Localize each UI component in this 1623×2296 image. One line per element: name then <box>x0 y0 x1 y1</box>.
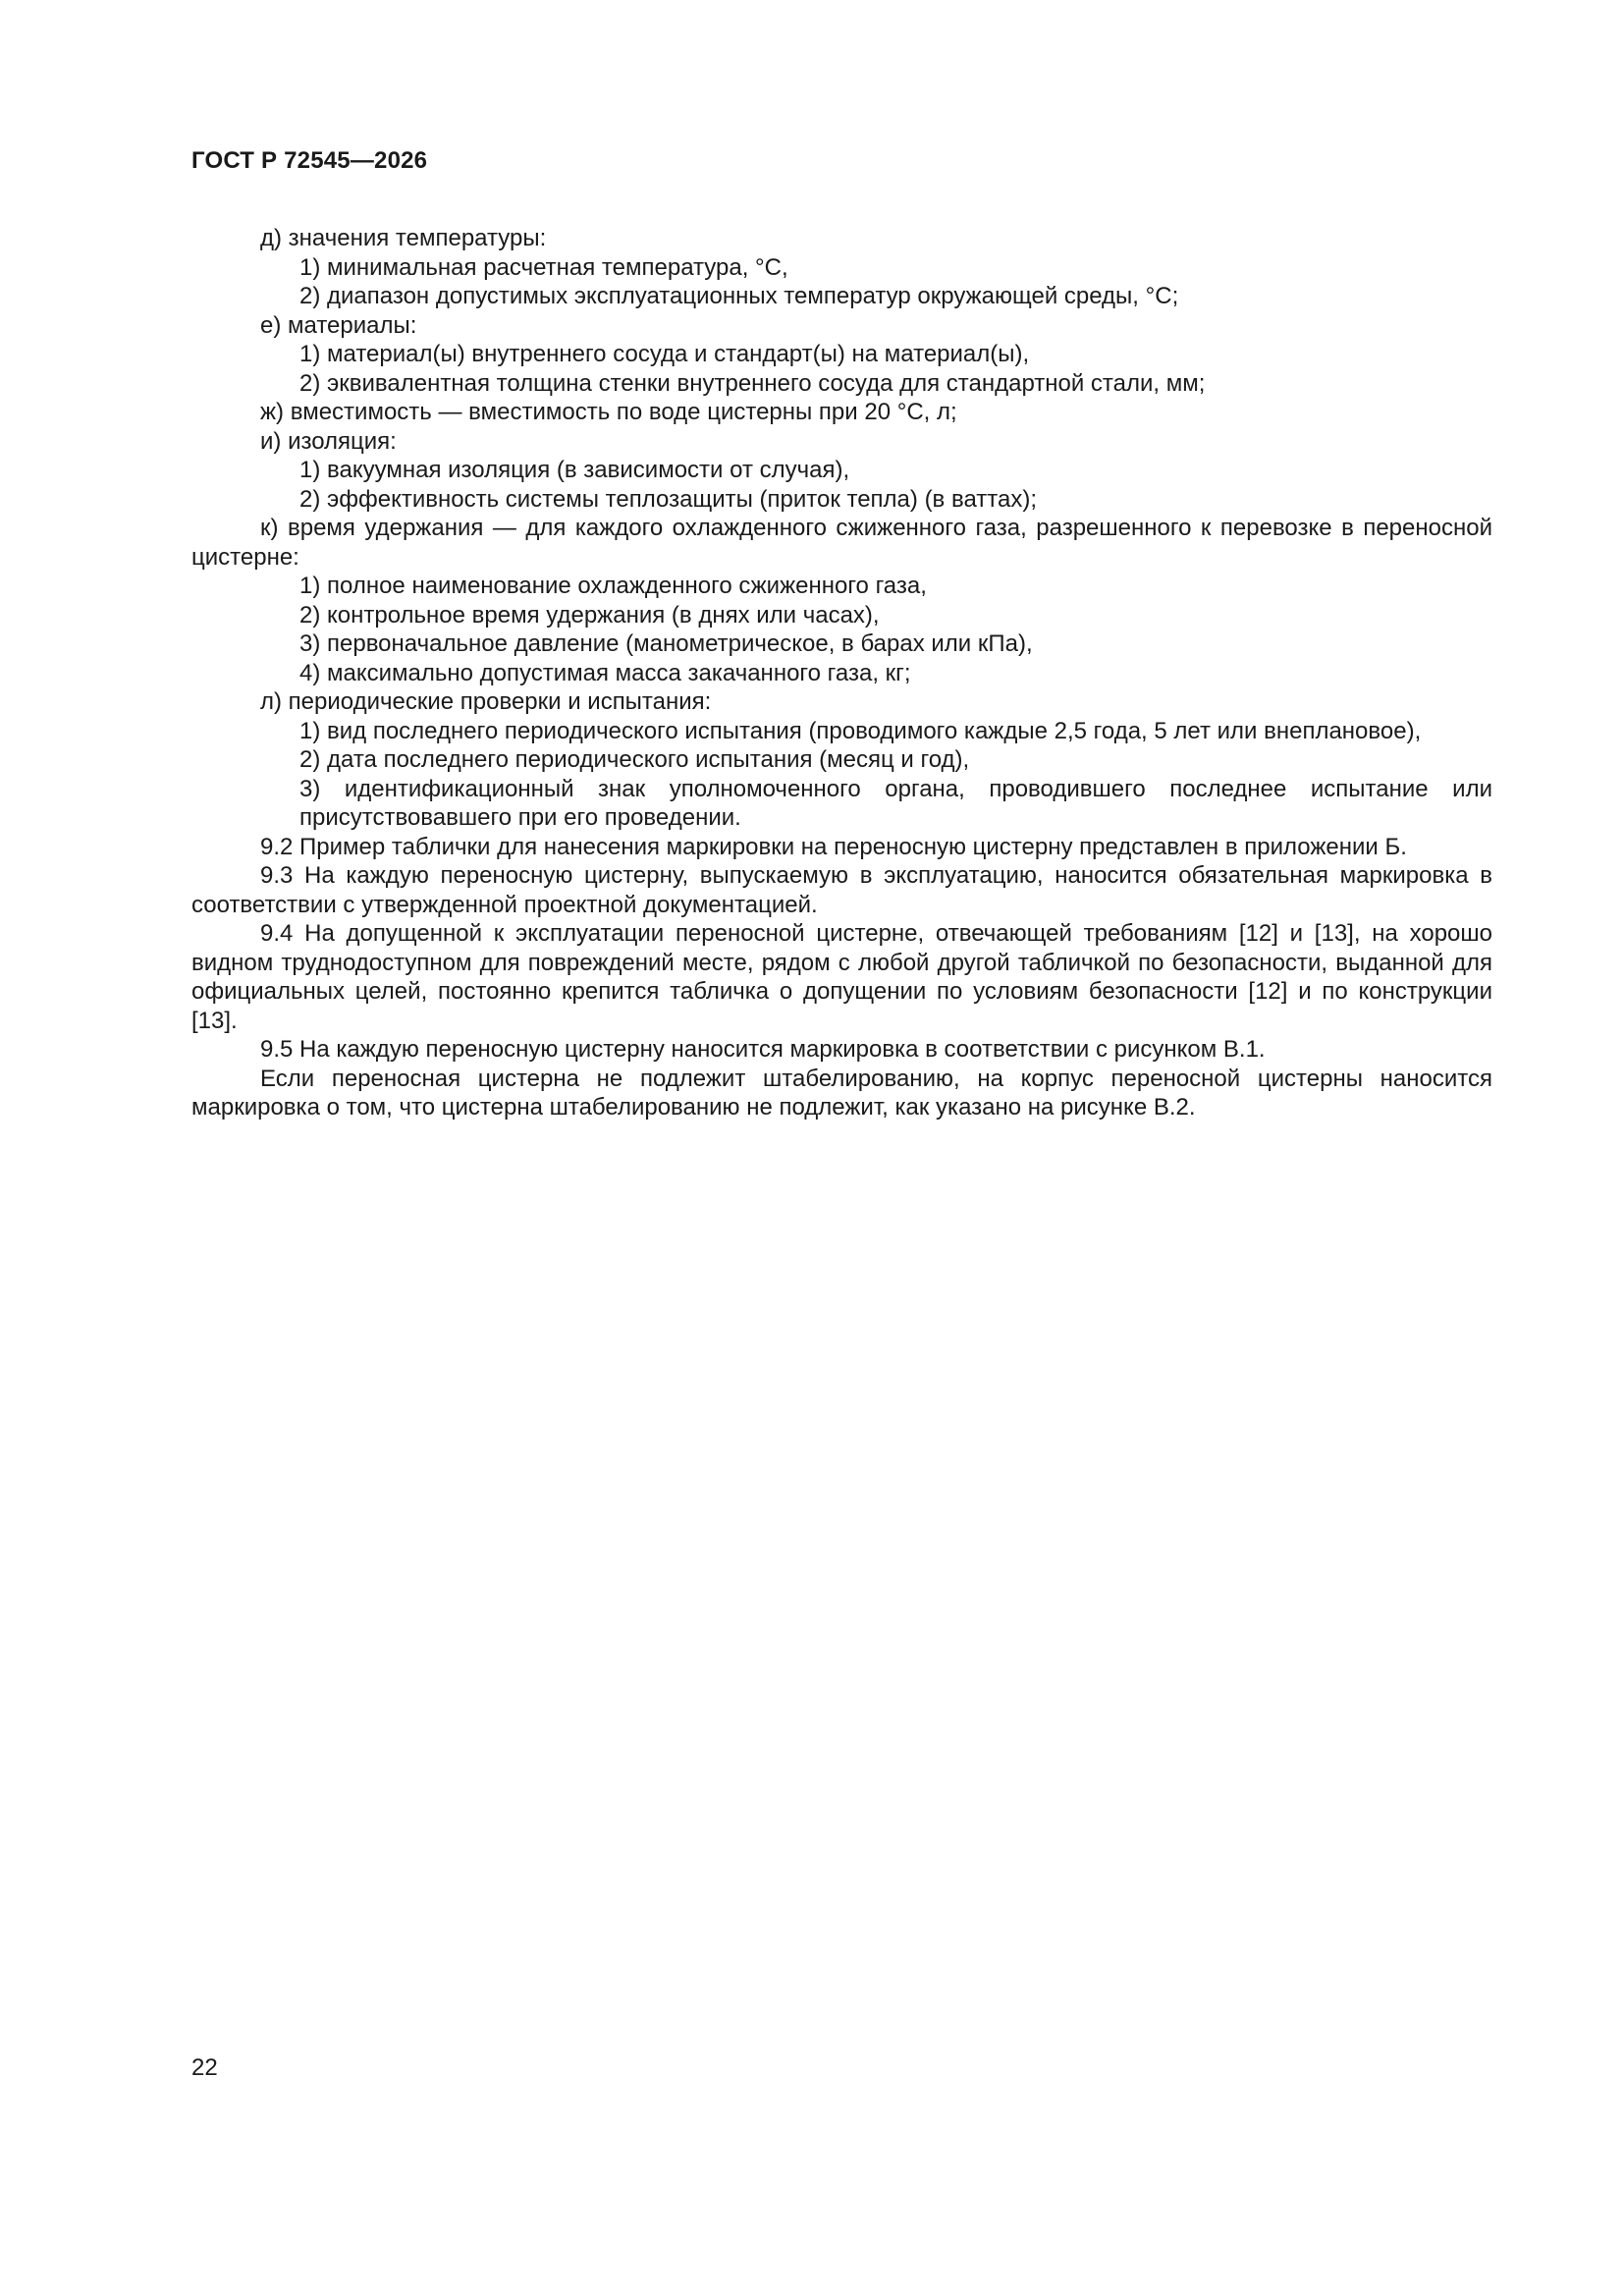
clause-9-5: 9.5 На каждую переносную цистерну наносится маркировка в соответствии с рисунком В.1. <box>260 1036 1266 1063</box>
list-item-zh: ж) вместимость — вместимость по воде цистерны при 20 °С, л; <box>260 399 957 425</box>
clause-9-5-note: Если переносная цистерна не подлежит штабелированию, на корпус переносной цистерны наносится маркировка о том, что цистерна штабелированию не подлежит, как указано на рисунке В.2. <box>191 1065 1492 1121</box>
subitem-l-1: 1) вид последнего периодического испытания (проводимого каждые 2,5 года, 5 лет или внеплановое), <box>299 717 1422 744</box>
subitem-k-4: 4) максимально допустимая масса закачанного газа, кг; <box>299 659 911 686</box>
subitem-e-1: 1) материал(ы) внутреннего сосуда и стандарт(ы) на материал(ы), <box>299 341 1030 367</box>
page-number: 22 <box>191 2054 218 2081</box>
clause-9-3: 9.3 На каждую переносную цистерну, выпускаемую в эксплуатацию, наносится обязательная маркировка в соответствии с утвержденной проектной документацией. <box>191 862 1492 918</box>
list-item-k: к) время удержания — для каждого охлажденного сжиженного газа, разрешенного к перевозке в переносной цистерне: <box>191 515 1492 571</box>
document-body <box>191 224 1492 1122</box>
subitem-i-2: 2) эффективность системы теплозащиты (приток тепла) (в ваттах); <box>299 485 1037 513</box>
subitem-l-3: 3) идентификационный знак уполномоченного органа, проводившего последнее испытание или присутствовавшего при его проведении. <box>299 775 1492 831</box>
subitem-k-1: 1) полное наименование охлажденного сжиженного газа, <box>299 573 927 599</box>
subitem-d-2: 2) диапазон допустимых эксплуатационных температур окружающей среды, °С; <box>299 283 1179 309</box>
subitem-d-1: 1) минимальная расчетная температура, °С, <box>299 253 788 281</box>
subitem-k-3: 3) первоначальное давление (манометрическое, в барах или кПа), <box>299 630 1033 657</box>
subitem-l-2: 2) дата последнего периодического испытания (месяц и год), <box>299 746 970 773</box>
list-item-d: д) значения температуры: <box>260 225 547 251</box>
subitem-k-2: 2) контрольное время удержания (в днях или часах), <box>299 601 880 629</box>
subitem-i-1: 1) вакуумная изоляция (в зависимости от случая), <box>299 457 850 483</box>
document-header: ГОСТ Р 72545—2026 <box>191 147 428 174</box>
list-item-i: и) изоляция: <box>260 427 397 455</box>
clause-9-2: 9.2 Пример таблички для нанесения маркировки на переносную цистерну представлен в приложении Б. <box>260 833 1407 860</box>
list-item-e: е) материалы: <box>260 311 417 339</box>
subitem-e-2: 2) эквивалентная толщина стенки внутреннего сосуда для стандартной стали, мм; <box>299 369 1206 397</box>
list-item-l: л) периодические проверки и испытания: <box>260 688 712 715</box>
clause-9-4: 9.4 На допущенной к эксплуатации переносной цистерне, отвечающей требованиям [12] и [13], на хорошо видном труднодоступном для повреждений месте, рядом с любой другой табличкой по безопасности, выданной для официальных целей, постоянно крепится табличка о допущении по условиям безопасности [12] и по конструкции [13]. <box>191 920 1492 1034</box>
